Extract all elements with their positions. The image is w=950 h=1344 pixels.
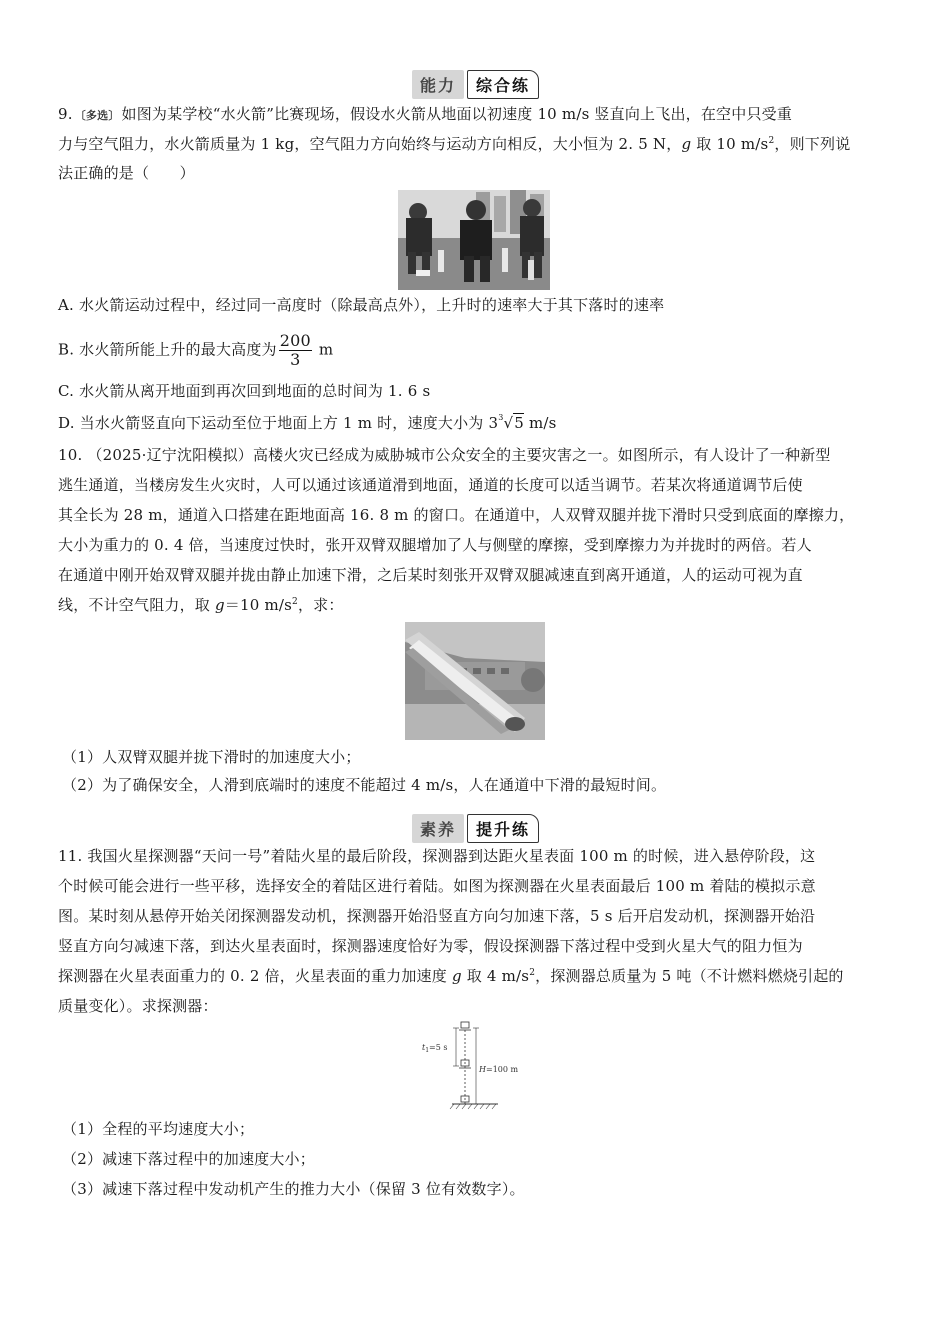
descent-diagram [418,1020,538,1115]
q9-line1: 9. 〔多选〕 如图为某学校“水火箭”比赛现场，假设水火箭从地面以初速度 10 m/s 竖直向上飞出，在空中只受重 [58,99,898,131]
q9-option-b: B. 水火箭所能上升的最大高度为 $\frac{200}{3}$ m [58,331,334,369]
q9-option-a: A. 水火箭运动过程中，经过同一高度时（除最高点外），上升时的速率大于其下落时的速率 [58,296,665,314]
q11-sub2: （2）减速下落过程中的加速度大小； [62,1150,315,1168]
q11-line2: 个时候可能会进行一些平移，选择安全的着陆区进行着陆。如图为探测器在火星表面最后 100 m 着陆的模拟示意 [58,877,816,895]
t1-label: $t_1=5$ s [422,1043,448,1054]
escape-slide-photo [405,622,545,740]
q11-line4: 竖直方向匀减速下落，到达火星表面时，探测器速度恰好为零，假设探测器下落过程中受到火星大气的阻力恒为 [58,937,803,955]
section-tab-a: 能力 [412,70,464,99]
q10-line1: 10. （2025·辽宁沈阳模拟）高楼火灾已经成为威胁城市公众安全的主要灾害之一。如图所示，有人设计了一种新型 [58,446,831,464]
fraction-200-3: $\frac{200}{3}$ [279,331,311,369]
q9-line3: 法正确的是（ ） [58,164,195,182]
q9-option-c: C. 水火箭从离开地面到再次回到地面的总时间为 1. 6 s [58,382,431,400]
multi-select-tag: 〔多选〕 [74,109,120,122]
q11-sub3: （3）减速下落过程中发动机产生的推力大小（保留 3 位有效数字）。 [62,1180,525,1198]
section-header-ability [412,70,539,98]
q10-line5: 在通道中刚开始双臂双腿并拢由静止加速下滑，之后某时刻张开双臂双腿减速直到离开通道，人的运动可视为直 [58,566,803,584]
q9-line2: 力与空气阻力，水火箭质量为 1 kg，空气阻力方向始终与运动方向相反，大小恒为 2. 5 N，g 取 10 $m/s^2$，则下列说 [58,135,851,153]
q10-line2: 逃生通道，当楼房发生火灾时，人可以通过该通道滑到地面，通道的长度可以适当调节。若某次将通道调节后使 [58,476,803,494]
q11-line1: 11. 我国火星探测器“天问一号”着陆火星的最后阶段，探测器到达距火星表面 100 m 的时候，进入悬停阶段，这 [58,847,816,865]
q10-sub2: （2）为了确保安全，人滑到底端时的速度不能超过 4 m/s，人在通道中下滑的最短时间。 [62,776,667,794]
section-tab-b: 综合练 [467,70,539,99]
q11-line3: 图。某时刻从悬停开始关闭探测器发动机，探测器开始沿竖直方向匀加速下落，5 s 后开启发动机，探测器开始沿 [58,907,816,925]
q9-option-d: D. 当水火箭竖直向下运动至位于地面上方 1 m 时，速度大小为 $3^3√5$ m/s [58,413,557,432]
q11-line6: 质量变化）。求探测器： [58,997,218,1015]
h-label: H=100 m [479,1065,519,1074]
section-header-literacy [412,814,539,842]
cube-root-5: $^3$√5 [498,413,525,432]
q11-line5: 探测器在火星表面重力的 0. 2 倍，火星表面的重力加速度 g 取 4 $m/s^2$，探测器总质量为 5 吨（不计燃料燃烧引起的 [58,967,844,985]
q11-sub1: （1）全程的平均速度大小； [62,1120,255,1138]
section-tab-a: 素养 [412,814,464,843]
q10-line4: 大小为重力的 0. 4 倍，当速度过快时，张开双臂双腿增加了人与侧壁的摩擦，受到摩擦力为并拢时的两倍。若人 [58,536,812,554]
probe-top-icon [459,1022,471,1030]
water-rocket-photo [398,190,550,290]
section-tab-b: 提升练 [467,814,539,843]
q10-line6: 线，不计空气阻力，取 g＝10 $m/s^2$，求： [58,596,344,614]
q10-line3: 其全长为 28 m，通道入口搭建在距地面高 16. 8 m 的窗口。在通道中，人双臂双腿并拢下滑时只受到底面的摩擦力， [58,506,855,524]
q10-sub1: （1）人双臂双腿并拢下滑时的加速度大小； [62,748,361,766]
